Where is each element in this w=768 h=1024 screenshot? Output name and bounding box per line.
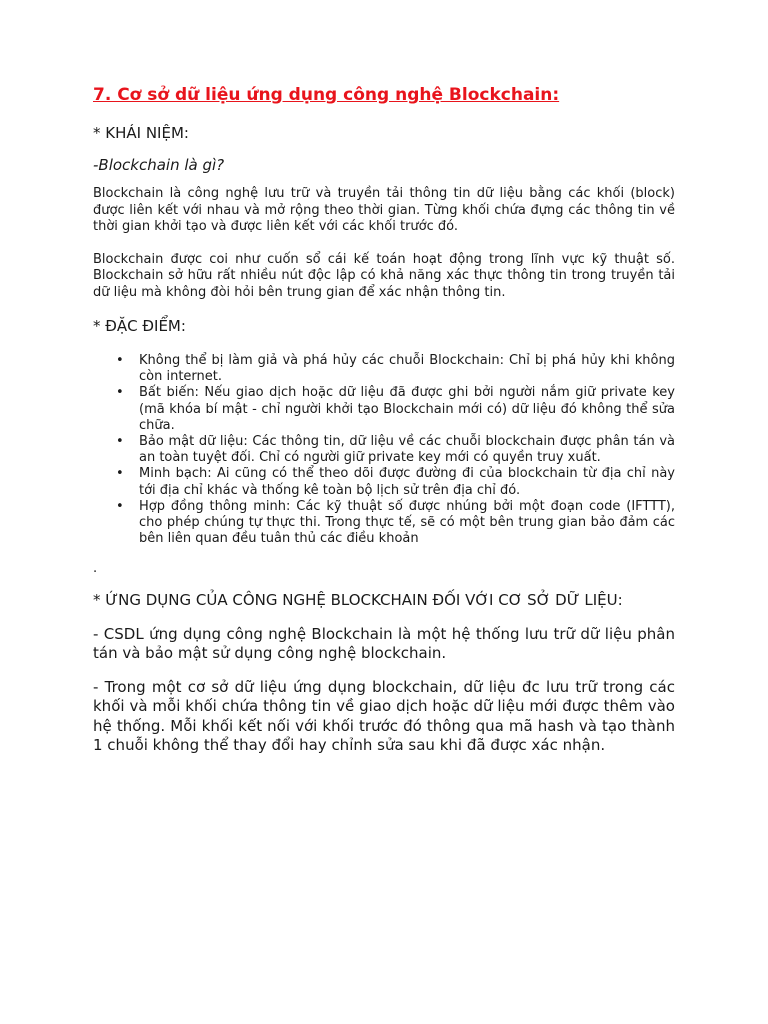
feature-text: Bất biến: Nếu giao dịch hoặc dữ liệu đã được ghi bởi người nắm giữ private key (mã khóa bí mật - chỉ người khởi tạo Blockchain mới có) dữ liệu đó không thể sửa chữa. [139,385,675,433]
bullet-icon: • [116,466,124,482]
application-paragraph-2: - Trong một cơ sở dữ liệu ứng dụng blockchain, dữ liệu đc lưu trữ trong các khối và mỗi khối chứa thông tin về giao dịch hoặc dữ liệu mới được thêm vào hệ thống. Mỗi khối kết nối với khối trước đó thông qua mã hash và tạo thành 1 chuỗi không thể thay đổi hay chỉnh sửa sau khi đã được xác nhận. [93,677,675,755]
bullet-icon: • [116,498,124,514]
intro-paragraph-2: Blockchain được coi như cuốn sổ cái kế toán hoạt động trong lĩnh vực kỹ thuật số. Blockchain sở hữu rất nhiều nút độc lập có khả năng xác thực thông tin trong truyền tải dữ liệu mà không đòi hỏi bên trung gian để xác nhận thông tin. [93,251,675,300]
feature-text: Bảo mật dữ liệu: Các thông tin, dữ liệu về các chuỗi blockchain được phân tán và an toàn tuyệt đối. Chỉ có người giữ private key mới có quyền truy xuất. [139,434,675,466]
page-title: 7. Cơ sở dữ liệu ứng dụng công nghệ Blockchain: [93,85,560,105]
feature-text: Minh bạch: Ai cũng có thể theo dõi được đường đi của blockchain từ địa chỉ này tới địa chỉ khác và thống kê toàn bộ lịch sử trên địa chỉ đó. [139,466,675,498]
list-item [116,434,675,466]
application-paragraph-1: - CSDL ứng dụng công nghệ Blockchain là một hệ thống lưu trữ dữ liệu phân tán và bảo mật sử dụng công nghệ blockchain. [93,624,675,663]
list-item [116,385,675,434]
features-list [93,353,675,547]
feature-text: Không thể bị làm giả và phá hủy các chuỗi Blockchain: Chỉ bị phá hủy khi không còn internet. [139,353,675,385]
list-item [116,353,675,385]
document-page [93,82,675,756]
intro-paragraph-1: Blockchain là công nghệ lưu trữ và truyền tải thông tin dữ liệu bằng các khối (block) được liên kết với nhau và mở rộng theo thời gian. Từng khối chứa đựng các thông tin về thời gian khởi tạo và được liên kết với các khối trước đó. [93,186,675,234]
stray-dot: . [93,561,98,577]
list-item [116,498,675,548]
applications-heading: * ỨNG DỤNG CỦA CÔNG NGHỆ BLOCKCHAIN ĐỐI VỚI CƠ SỞ DỮ LIỆU: [93,591,623,610]
bullet-icon: • [116,385,124,401]
bullet-icon: • [116,434,124,450]
features-heading: * ĐẶC ĐIỂM: [93,317,186,335]
concept-heading: * KHÁI NIỆM: [93,124,189,142]
feature-text: Hợp đồng thông minh: Các kỹ thuật số được nhúng bởi một đoạn code (IFTTT), cho phép chúng tự thực thi. Trong thực tế, sẽ có một bên trung gian bảo đảm các bên liên quan đều tuân thủ các điều khoản [139,498,675,547]
list-item [116,466,675,498]
bullet-icon: • [116,353,124,368]
what-is-heading: -Blockchain là gì? [93,156,225,174]
